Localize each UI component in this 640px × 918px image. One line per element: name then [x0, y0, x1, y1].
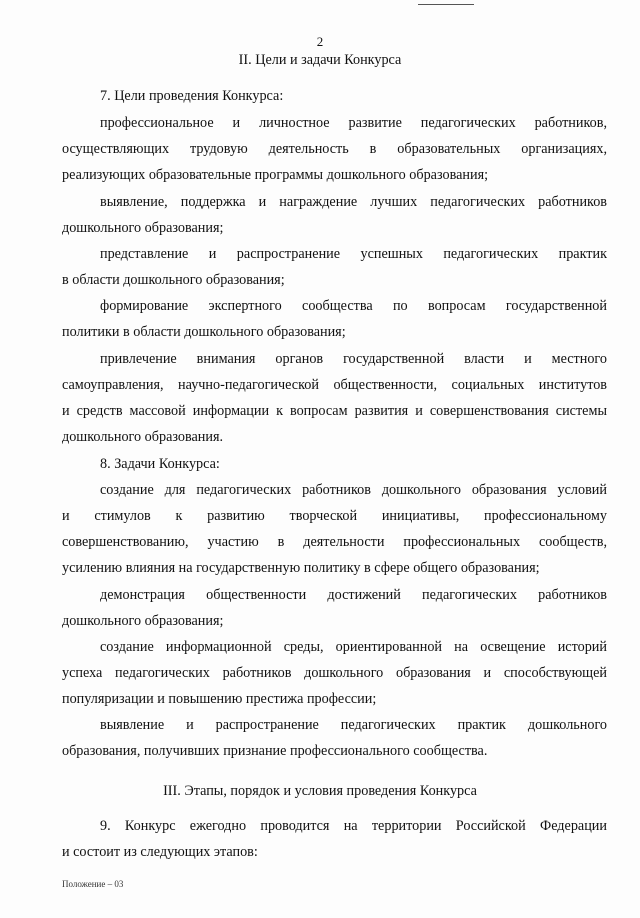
section-2-heading: II. Цели и задачи Конкурса [238, 52, 402, 68]
paragraph-line: представление и распространение успешных педагогических практик [100, 246, 607, 262]
paragraph-line: выявление и распространение педагогических практик дошкольного [100, 717, 607, 733]
footer-label: Положение – 03 [62, 879, 124, 889]
top-rule [418, 4, 474, 5]
paragraph-line: в области дошкольного образования; [62, 272, 285, 288]
section-3-heading: III. Этапы, порядок и условия проведения Конкурса [163, 783, 477, 799]
paragraph-line: образования, получивших признание профессионального сообщества. [62, 743, 488, 759]
paragraph-line: 9. Конкурс ежегодно проводится на территории Российской Федерации [100, 818, 607, 834]
paragraph-line: и средств массовой информации к вопросам развития и совершенствования системы [62, 403, 607, 419]
paragraph-line: осуществляющих трудовую деятельность в образовательных организациях, [62, 141, 607, 157]
paragraph-line: создание информационной среды, ориентированной на освещение историй [100, 639, 607, 655]
paragraph-line: выявление, поддержка и награждение лучших педагогических работников [100, 194, 607, 210]
paragraph-line: и состоит из следующих этапов: [62, 844, 258, 860]
paragraph-line: политики в области дошкольного образования; [62, 324, 346, 340]
goals-title: 7. Цели проведения Конкурса: [100, 88, 284, 104]
paragraph-line: самоуправления, научно-педагогической общественности, социальных институтов [62, 377, 607, 393]
paragraph-line: дошкольного образования. [62, 429, 224, 445]
page-number: 2 [316, 34, 324, 49]
paragraph-line: демонстрация общественности достижений педагогических работников [100, 587, 607, 603]
paragraph-line: совершенствованию, участию в деятельности профессиональных сообществ, [62, 534, 607, 550]
paragraph-line: усилению влияния на государственную политику в сфере общего образования; [62, 560, 540, 576]
paragraph-line: дошкольного образования; [62, 220, 224, 236]
paragraph-line: и стимулов к развитию творческой инициативы, профессиональному [62, 508, 607, 524]
paragraph-line: успеха педагогических работников дошкольного образования и способствующей [62, 665, 607, 681]
paragraph-line: популяризации и повышению престижа профессии; [62, 691, 377, 707]
paragraph-line: создание для педагогических работников дошкольного образования условий [100, 482, 607, 498]
paragraph-line: привлечение внимания органов государственной власти и местного [100, 351, 607, 367]
paragraph-line: реализующих образовательные программы дошкольного образования; [62, 167, 489, 183]
paragraph-line: формирование экспертного сообщества по вопросам государственной [100, 298, 607, 314]
paragraph-line: дошкольного образования; [62, 613, 224, 629]
paragraph-line: профессиональное и личностное развитие педагогических работников, [100, 115, 607, 131]
tasks-title: 8. Задачи Конкурса: [100, 456, 220, 472]
